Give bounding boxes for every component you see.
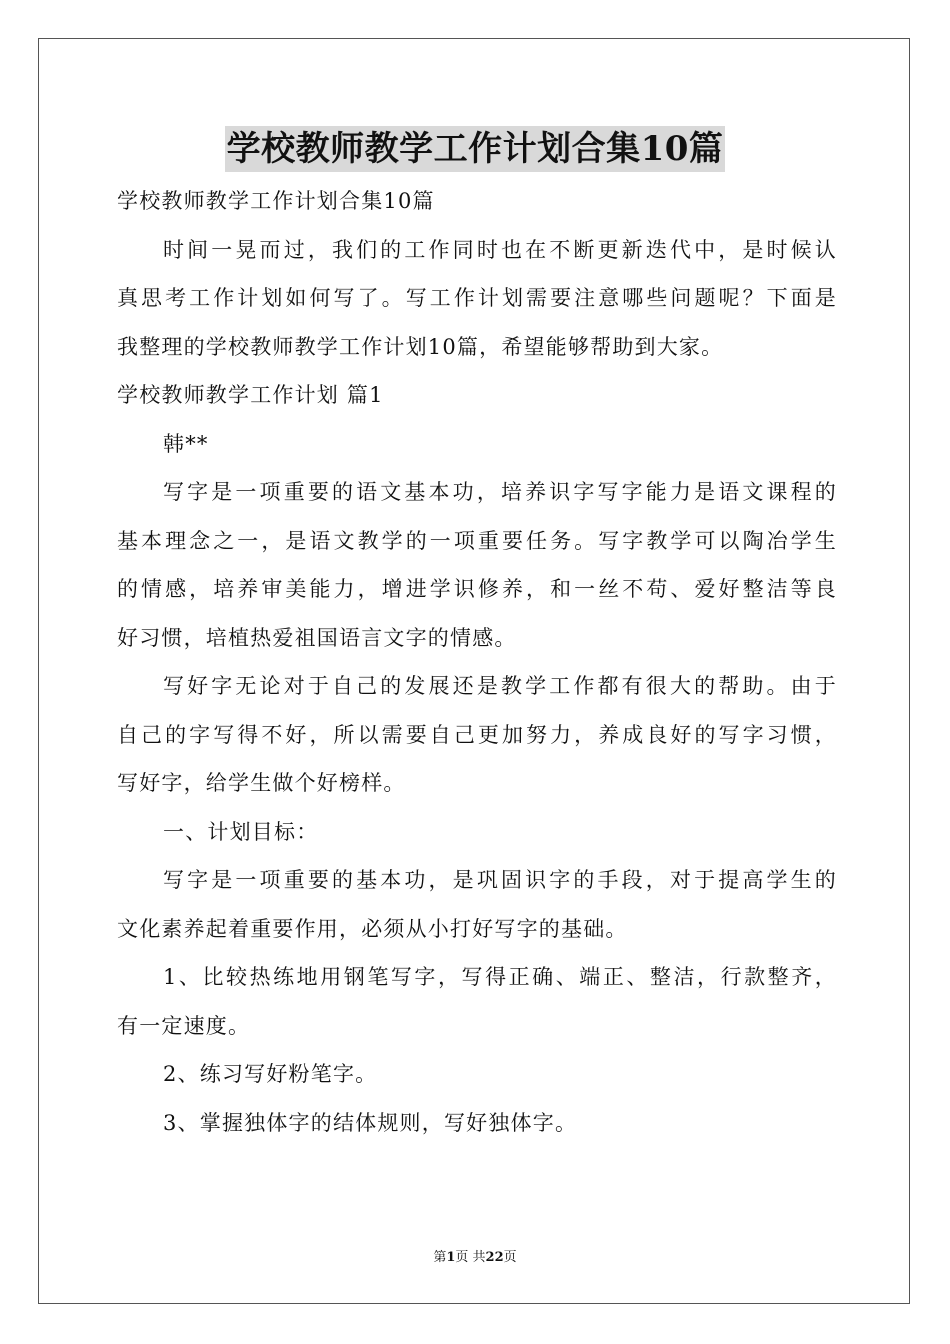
paragraph-line: 写好字，给学生做个好榜样。 bbox=[117, 771, 406, 795]
section-heading: 一、计划目标： bbox=[163, 819, 319, 844]
paragraph-line: 时间一晃而过，我们的工作同时也在不断更新迭代中，是时候认 bbox=[163, 237, 837, 262]
document-body bbox=[117, 177, 837, 1147]
section-heading: 学校教师教学工作计划 篇1 bbox=[117, 383, 384, 407]
paragraph-line: 好习惯，培植热爱祖国语言文字的情感。 bbox=[117, 625, 517, 650]
paragraph-line: 文化素养起着重要作用，必须从小打好写字的基础。 bbox=[117, 916, 628, 941]
list-item: 2、练习写好粉笔字。 bbox=[163, 1062, 378, 1086]
subtitle-line: 学校教师教学工作计划合集10篇 bbox=[117, 189, 435, 213]
footer-suffix: 页 bbox=[503, 1250, 517, 1265]
paragraph-line: 写字是一项重要的基本功，是巩固识字的手段，对于提高学生的 bbox=[163, 868, 837, 892]
paragraph-line: 写字是一项重要的语文基本功，培养识字写字能力是语文课程的 bbox=[163, 480, 837, 504]
title-container bbox=[0, 126, 950, 172]
paragraph-line: 写好字无论对于自己的发展还是教学工作都有很大的帮助。由于 bbox=[163, 674, 837, 698]
list-item: 1、比较热练地用钢笔写字，写得正确、端正、整洁，行款整齐， bbox=[163, 965, 837, 989]
paragraph-line: 自己的字写得不好，所以需要自己更加努力，养成良好的写字习惯， bbox=[117, 722, 837, 747]
footer-total-pages: 22 bbox=[485, 1250, 504, 1265]
footer-middle: 页 共 bbox=[455, 1250, 486, 1265]
paragraph-line: 我整理的学校教师教学工作计划10篇，希望能够帮助到大家。 bbox=[117, 334, 724, 359]
document-title: 学校教师教学工作计划合集10篇 bbox=[225, 126, 726, 172]
list-item: 有一定速度。 bbox=[117, 1013, 251, 1038]
footer-page-number: 1 bbox=[446, 1250, 456, 1265]
paragraph-line: 基本理念之一，是语文教学的一项重要任务。写字教学可以陶冶学生 bbox=[117, 528, 837, 553]
paragraph-line: 的情感，培养审美能力，增进学识修养，和一丝不苟、爱好整洁等良 bbox=[117, 577, 837, 601]
list-item: 3、掌握独体字的结体规则，写好独体字。 bbox=[163, 1110, 578, 1135]
paragraph-line: 真思考工作计划如何写了。写工作计划需要注意哪些问题呢？下面是 bbox=[117, 286, 837, 310]
page-footer bbox=[0, 1246, 950, 1265]
author-line: 韩** bbox=[163, 431, 209, 456]
footer-prefix: 第 bbox=[433, 1250, 447, 1265]
